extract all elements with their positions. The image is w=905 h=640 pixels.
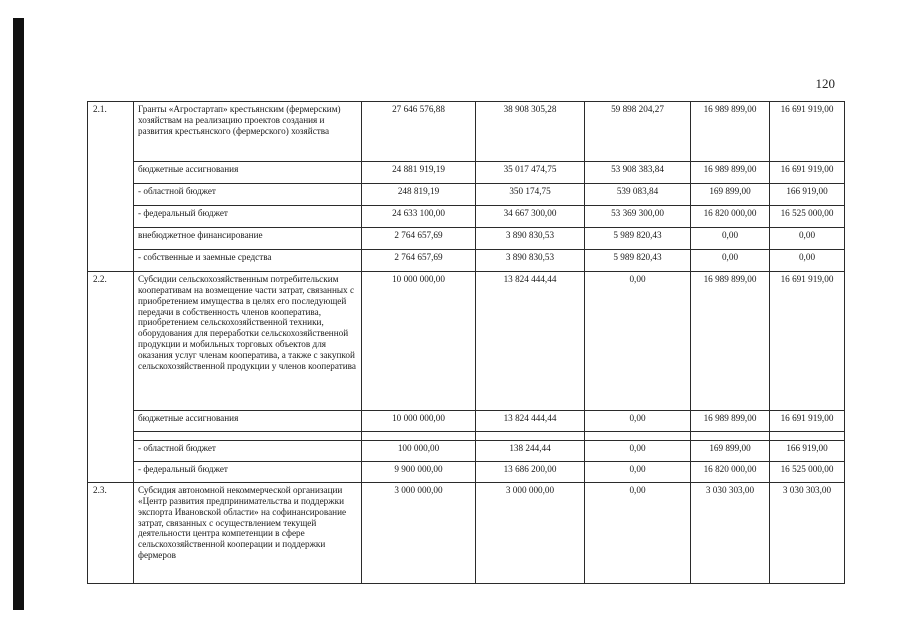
spacer-cell — [476, 432, 585, 441]
value-cell: 16 691 919,00 — [770, 411, 845, 432]
value-cell: 13 824 444,44 — [476, 272, 585, 411]
value-cell: 0,00 — [691, 250, 770, 272]
funding-source-label: - федеральный бюджет — [134, 462, 362, 483]
value-cell: 2 764 657,69 — [362, 250, 476, 272]
funding-source-label: - собственные и заемные средства — [134, 250, 362, 272]
spacer-cell — [134, 432, 362, 441]
row-index: 2.2. — [88, 272, 134, 483]
table-row — [88, 228, 845, 250]
value-cell: 3 000 000,00 — [476, 483, 585, 584]
value-cell: 16 525 000,00 — [770, 206, 845, 228]
value-cell: 16 691 919,00 — [770, 272, 845, 411]
value-cell: 100 000,00 — [362, 441, 476, 462]
value-cell: 16 989 899,00 — [691, 102, 770, 162]
table-row — [88, 102, 845, 162]
value-cell: 5 989 820,43 — [585, 228, 691, 250]
funding-source-label: внебюджетное финансирование — [134, 228, 362, 250]
value-cell: 3 000 000,00 — [362, 483, 476, 584]
row-description: Субсидии сельскохозяйственным потребительским кооперативам на возмещение части затрат, связанных с приобретением имущества в целях его последующей передачи в собственность членов кооператива, приобретением сельскохозяйственной техники, оборудования для переработки сельскохозяйственной продукции и мобильных торговых объектов для оказания услуг членам кооператива, а также с закупкой сельскохозяйственной продукции у членов кооператива — [134, 272, 362, 411]
funding-source-label: - областной бюджет — [134, 184, 362, 206]
value-cell: 13 824 444,44 — [476, 411, 585, 432]
value-cell: 539 083,84 — [585, 184, 691, 206]
value-cell: 0,00 — [585, 441, 691, 462]
value-cell: 0,00 — [770, 228, 845, 250]
value-cell: 166 919,00 — [770, 184, 845, 206]
table-row — [88, 441, 845, 462]
value-cell: 248 819,19 — [362, 184, 476, 206]
table-spacer — [88, 432, 845, 441]
value-cell: 0,00 — [585, 272, 691, 411]
value-cell: 169 899,00 — [691, 184, 770, 206]
value-cell: 35 017 474,75 — [476, 162, 585, 184]
value-cell: 24 881 919,19 — [362, 162, 476, 184]
value-cell: 350 174,75 — [476, 184, 585, 206]
spacer-cell — [362, 432, 476, 441]
row-index: 2.1. — [88, 102, 134, 272]
value-cell: 16 989 899,00 — [691, 411, 770, 432]
value-cell: 0,00 — [770, 250, 845, 272]
value-cell: 2 764 657,69 — [362, 228, 476, 250]
value-cell: 16 691 919,00 — [770, 102, 845, 162]
value-cell: 0,00 — [585, 462, 691, 483]
value-cell: 138 244,44 — [476, 441, 585, 462]
table-row — [88, 411, 845, 432]
table-row — [88, 483, 845, 584]
value-cell: 38 908 305,28 — [476, 102, 585, 162]
funding-source-label: бюджетные ассигнования — [134, 162, 362, 184]
value-cell: 3 030 303,00 — [691, 483, 770, 584]
value-cell: 24 633 100,00 — [362, 206, 476, 228]
page-number: 120 — [815, 76, 835, 91]
value-cell: 166 919,00 — [770, 441, 845, 462]
value-cell: 3 890 830,53 — [476, 228, 585, 250]
value-cell: 16 820 000,00 — [691, 206, 770, 228]
value-cell: 34 667 300,00 — [476, 206, 585, 228]
spacer-cell — [585, 432, 691, 441]
value-cell: 16 989 899,00 — [691, 272, 770, 411]
scan-edge-shadow — [13, 18, 24, 610]
value-cell: 3 030 303,00 — [770, 483, 845, 584]
value-cell: 5 989 820,43 — [585, 250, 691, 272]
value-cell: 169 899,00 — [691, 441, 770, 462]
value-cell: 10 000 000,00 — [362, 411, 476, 432]
value-cell: 9 900 000,00 — [362, 462, 476, 483]
row-description: Субсидия автономной некоммерческой организации «Центр развития предпринимательства и поддержки экспорта Ивановской области» на софинансирование затрат, связанных с осуществлением текущей деятельности центра компетенции в сфере сельскохозяйственной кооперации и поддержки фермеров — [134, 483, 362, 584]
value-cell: 16 525 000,00 — [770, 462, 845, 483]
table-row — [88, 206, 845, 228]
table-row — [88, 184, 845, 206]
value-cell: 16 820 000,00 — [691, 462, 770, 483]
value-cell: 3 890 830,53 — [476, 250, 585, 272]
funding-source-label: бюджетные ассигнования — [134, 411, 362, 432]
value-cell: 53 908 383,84 — [585, 162, 691, 184]
budget-table — [87, 101, 845, 584]
spacer-cell — [770, 432, 845, 441]
spacer-cell — [691, 432, 770, 441]
row-index: 2.3. — [88, 483, 134, 584]
value-cell: 0,00 — [585, 411, 691, 432]
value-cell: 27 646 576,88 — [362, 102, 476, 162]
table-row — [88, 462, 845, 483]
table-row — [88, 272, 845, 411]
value-cell: 16 691 919,00 — [770, 162, 845, 184]
value-cell: 10 000 000,00 — [362, 272, 476, 411]
table-row — [88, 250, 845, 272]
value-cell: 53 369 300,00 — [585, 206, 691, 228]
row-description: Гранты «Агростартап» крестьянским (фермерским) хозяйствам на реализацию проектов создания и развития крестьянского (фермерского) хозяйства — [134, 102, 362, 162]
value-cell: 0,00 — [585, 483, 691, 584]
table-row — [88, 162, 845, 184]
funding-source-label: - федеральный бюджет — [134, 206, 362, 228]
value-cell: 16 989 899,00 — [691, 162, 770, 184]
funding-source-label: - областной бюджет — [134, 441, 362, 462]
value-cell: 59 898 204,27 — [585, 102, 691, 162]
value-cell: 0,00 — [691, 228, 770, 250]
value-cell: 13 686 200,00 — [476, 462, 585, 483]
